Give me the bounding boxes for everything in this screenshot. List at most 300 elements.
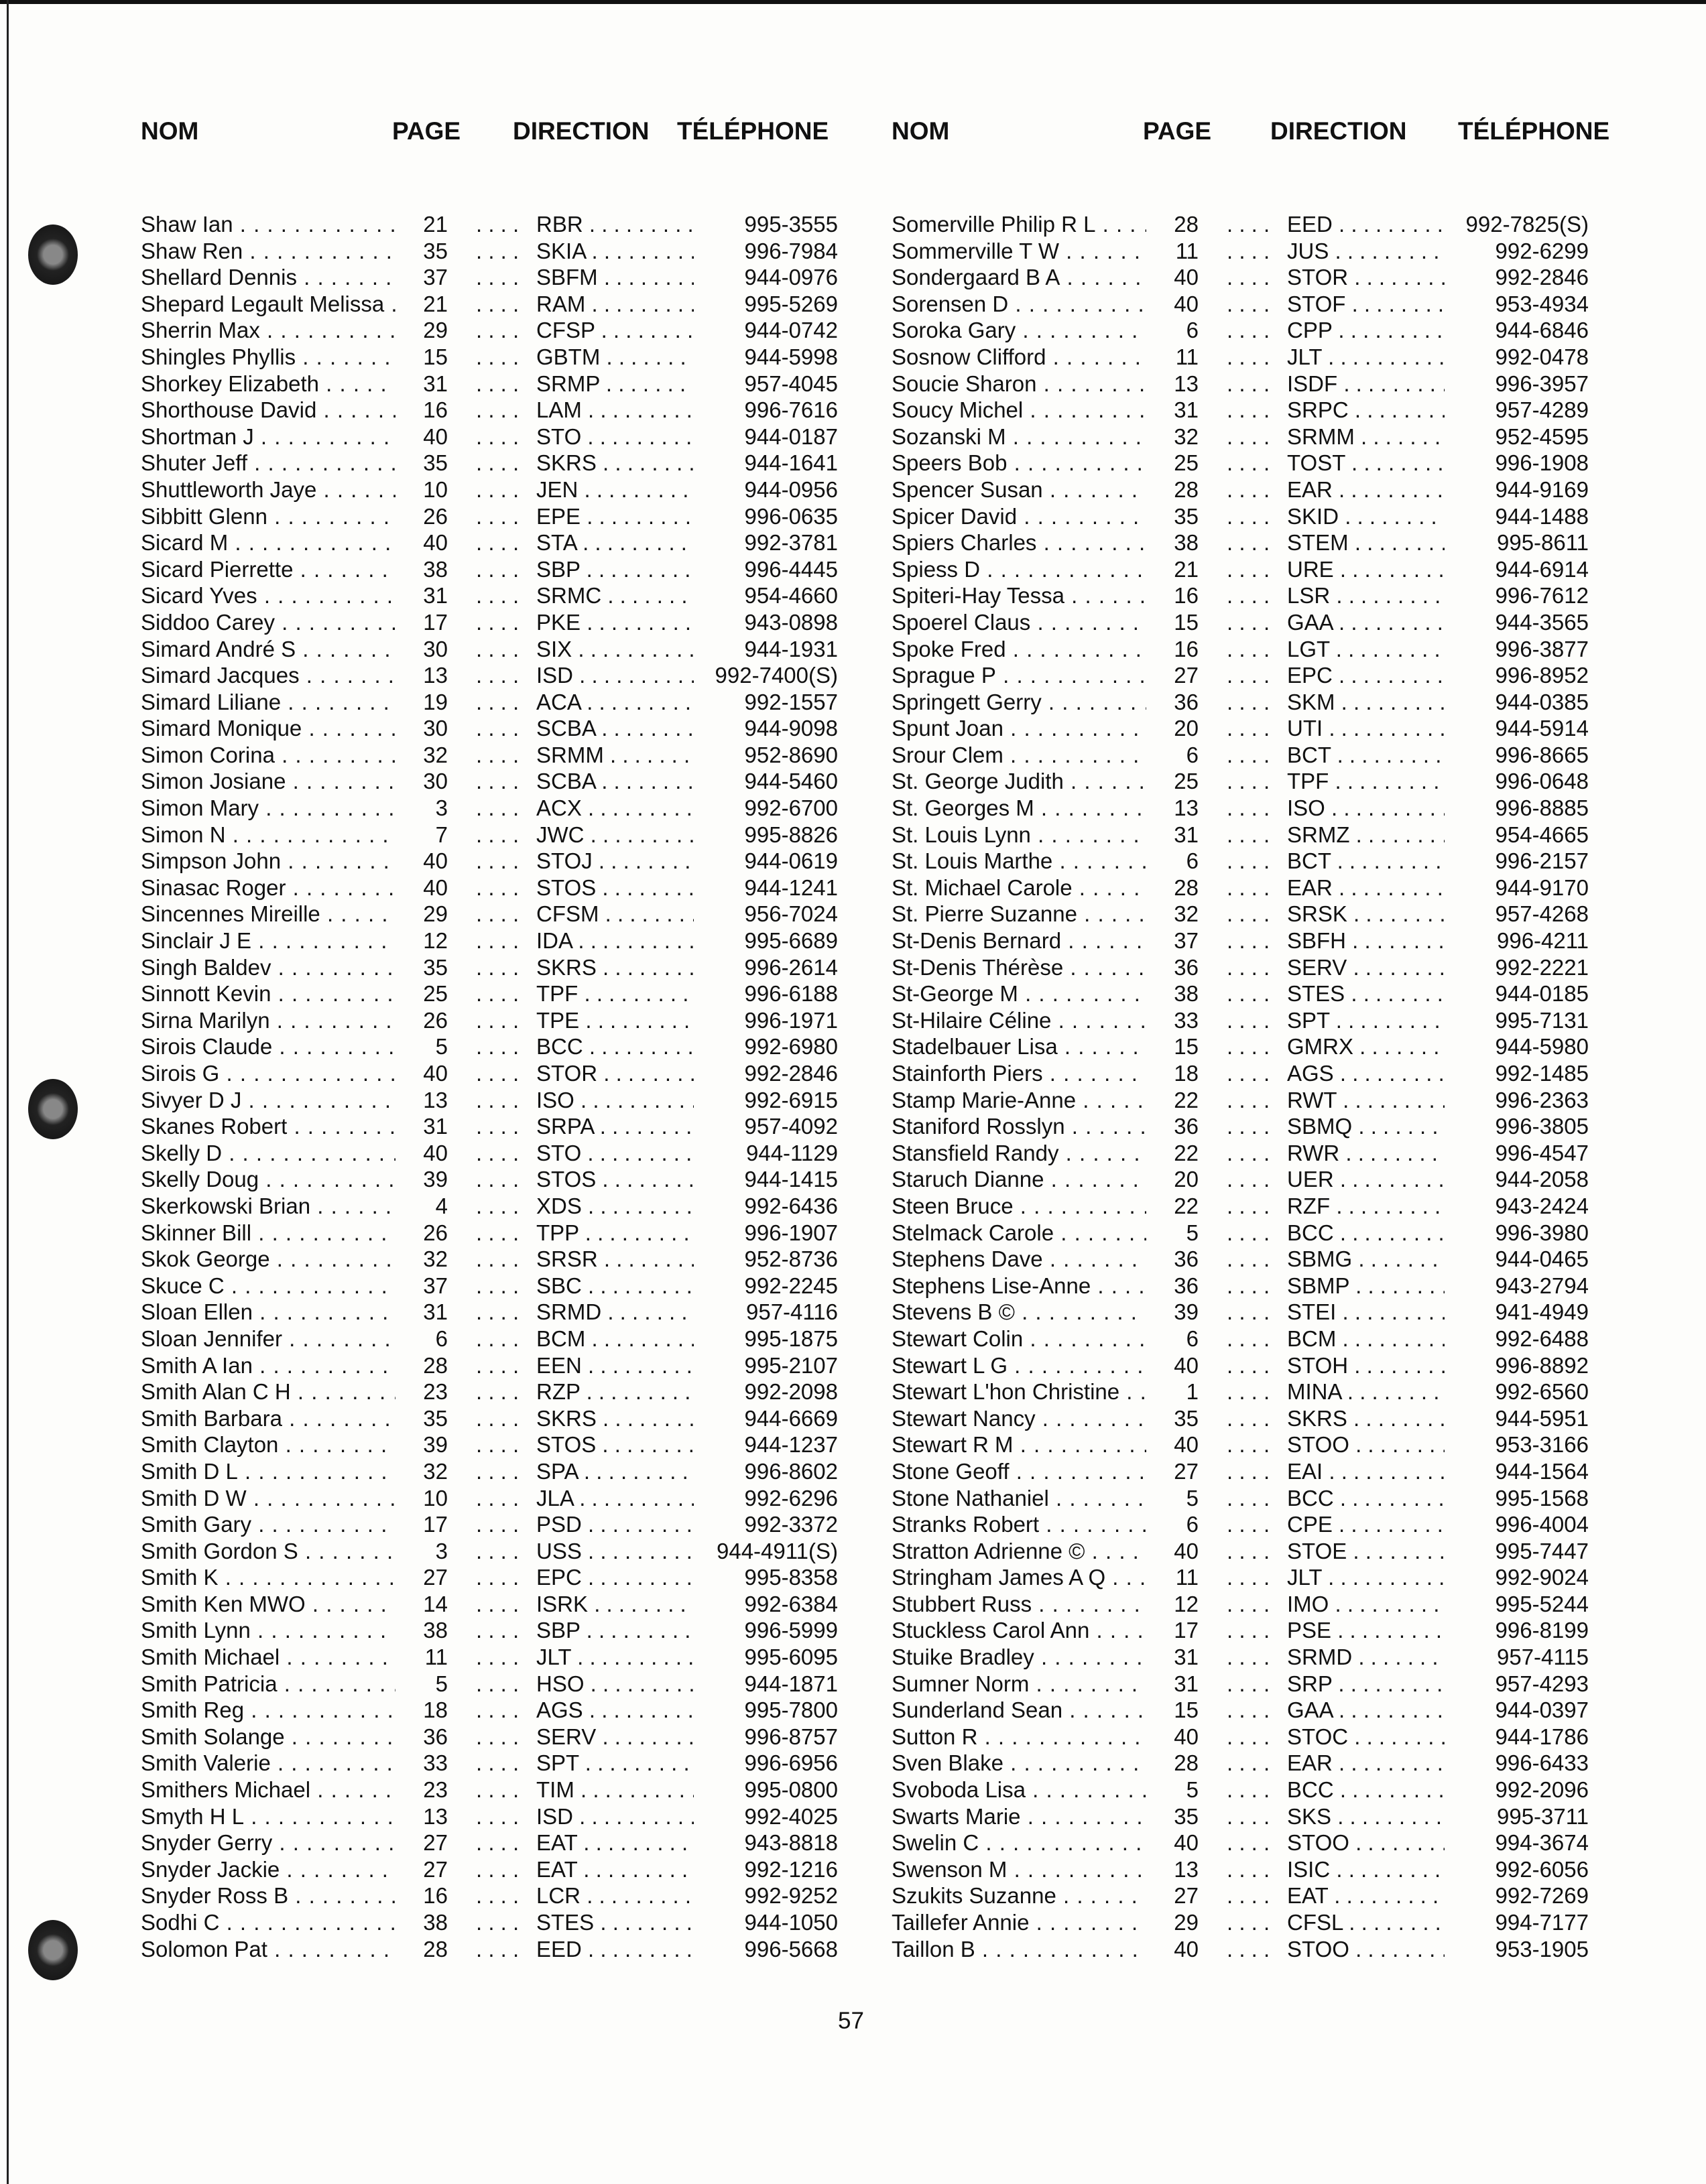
entry-leader: . . . . <box>476 1830 520 1856</box>
entry-telephone: 944-9169 <box>1491 476 1589 503</box>
table-row <box>892 609 1656 636</box>
entry-leader: . . . . <box>1227 1140 1270 1165</box>
entry-name: Stranks Robert . . . <box>892 1511 1160 1538</box>
entry-page: 6 <box>1146 1511 1199 1538</box>
entry-page: 30 <box>395 768 448 795</box>
entry-page: 40 <box>395 848 448 875</box>
entry-leader: . . . . <box>1227 795 1270 821</box>
entry-direction: SRMC . . . <box>536 582 694 609</box>
entry-leader: . . . . <box>1227 1246 1270 1272</box>
entry-page: 4 <box>395 1193 448 1220</box>
entry-page: 35 <box>395 954 448 981</box>
entry-direction: JUS . . . <box>1287 238 1445 265</box>
table-row <box>892 529 1656 556</box>
entry-telephone: 992-6980 <box>741 1033 838 1060</box>
entry-page: 31 <box>1146 397 1199 424</box>
table-row <box>892 795 1656 822</box>
entry-direction: LGT . . . <box>1287 636 1445 663</box>
entry-leader: . . . . <box>476 981 520 1007</box>
entry-page: 26 <box>395 1007 448 1034</box>
entry-telephone: 957-4268 <box>1491 901 1589 927</box>
entry-page: 25 <box>1146 768 1199 795</box>
table-row <box>892 822 1656 848</box>
entry-direction: SRMP . . . <box>536 371 694 397</box>
entry-name: St-George M . . . <box>892 980 1160 1007</box>
entry-telephone: 995-2107 <box>741 1352 838 1379</box>
entry-direction: SCBA . . . <box>536 715 694 742</box>
table-row <box>892 317 1656 344</box>
entry-name: Spiers Charles . . . <box>892 529 1160 556</box>
entry-telephone: 996-7612 <box>1491 582 1589 609</box>
entry-leader: . . . . <box>476 1618 520 1643</box>
table-row <box>141 1140 905 1167</box>
entry-name: Sicard M . . . <box>141 529 409 556</box>
table-row <box>892 211 1656 238</box>
entry-telephone: 944-1931 <box>741 636 838 663</box>
table-row <box>141 556 905 583</box>
table-row <box>141 1246 905 1273</box>
entry-direction: GAA . . . <box>1287 1697 1445 1724</box>
entry-leader: . . . . <box>476 636 520 661</box>
table-row <box>141 954 905 981</box>
entry-direction: EAI . . . <box>1287 1458 1445 1485</box>
entry-page: 36 <box>1146 1113 1199 1140</box>
entry-direction: TIM . . . <box>536 1777 694 1803</box>
entry-direction: ISIC . . . <box>1287 1856 1445 1883</box>
entry-direction: IMO . . . <box>1287 1591 1445 1618</box>
entry-page: 29 <box>1146 1909 1199 1936</box>
entry-direction: RZP . . . <box>536 1378 694 1405</box>
entry-leader: . . . . <box>476 238 520 263</box>
entry-leader: . . . . <box>1227 371 1270 396</box>
entry-direction: SPT . . . <box>536 1750 694 1777</box>
entry-leader: . . . . <box>476 848 520 874</box>
entry-leader: . . . . <box>476 689 520 714</box>
entry-leader: . . . . <box>1227 1697 1270 1723</box>
entry-telephone: 957-4289 <box>1491 397 1589 424</box>
entry-direction: SCBA . . . <box>536 768 694 795</box>
table-row <box>892 927 1656 954</box>
entry-page: 20 <box>1146 715 1199 742</box>
entry-leader: . . . . <box>476 476 520 502</box>
entry-leader: . . . . <box>1227 291 1270 316</box>
top-border <box>0 0 1706 4</box>
entry-name: Stephens Lise-Anne . . . <box>892 1273 1160 1299</box>
entry-leader: . . . . <box>1227 318 1270 343</box>
entry-name: Smith A Ian . . . <box>141 1352 409 1379</box>
entry-page: 13 <box>1146 1856 1199 1883</box>
table-row <box>892 768 1656 795</box>
entry-name: Stamp Marie-Anne . . . <box>892 1087 1160 1114</box>
table-row <box>892 397 1656 424</box>
entry-leader: . . . . <box>476 1379 520 1405</box>
entry-name: Spencer Susan . . . <box>892 476 1160 503</box>
entry-telephone: 944-5914 <box>1491 715 1589 742</box>
entry-name: Skerkowski Brian . . . <box>141 1193 409 1220</box>
table-row <box>141 1909 905 1936</box>
table-row <box>892 980 1656 1007</box>
entry-direction: BCT . . . <box>1287 742 1445 769</box>
entry-page: 30 <box>395 636 448 663</box>
entry-name: Stubbert Russ . . . <box>892 1591 1160 1618</box>
entry-page: 32 <box>1146 424 1199 450</box>
table-row <box>141 1564 905 1591</box>
entry-name: Smith Gary . . . <box>141 1511 409 1538</box>
entry-name: St-Denis Bernard . . . <box>892 927 1160 954</box>
entry-direction: HSO . . . <box>536 1671 694 1697</box>
table-row <box>892 1511 1656 1538</box>
entry-telephone: 944-1564 <box>1491 1458 1589 1485</box>
entry-direction: STOO . . . <box>1287 1431 1445 1458</box>
table-row <box>141 875 905 901</box>
entry-leader: . . . . <box>1227 663 1270 688</box>
entry-name: Stansfield Randy . . . <box>892 1140 1160 1167</box>
entry-direction: EAT . . . <box>536 1856 694 1883</box>
table-row <box>892 1882 1656 1909</box>
entry-leader: . . . . <box>1227 716 1270 741</box>
entry-telephone: 944-0385 <box>1491 689 1589 716</box>
table-row <box>892 715 1656 742</box>
entry-telephone: 996-8892 <box>1491 1352 1589 1379</box>
table-row <box>892 662 1656 689</box>
entry-page: 25 <box>395 980 448 1007</box>
entry-page: 40 <box>1146 1352 1199 1379</box>
entry-name: Staniford Rosslyn . . . <box>892 1113 1160 1140</box>
entry-leader: . . . . <box>1227 1565 1270 1590</box>
entry-name: Simon Corina . . . <box>141 742 409 769</box>
entry-direction: EPE . . . <box>536 503 694 530</box>
entry-leader: . . . . <box>1227 397 1270 423</box>
entry-direction: LCR . . . <box>536 1882 694 1909</box>
entry-leader: . . . . <box>1227 981 1270 1007</box>
entry-direction: CFSM . . . <box>536 901 694 927</box>
table-row <box>141 1538 905 1565</box>
entry-telephone: 957-4116 <box>742 1299 838 1326</box>
entry-telephone: 944-1241 <box>741 875 838 901</box>
entry-telephone: 995-6689 <box>741 927 838 954</box>
table-row <box>892 1060 1656 1087</box>
entry-telephone: 996-7616 <box>741 397 838 424</box>
table-row <box>141 1511 905 1538</box>
table-row <box>892 1140 1656 1167</box>
entry-leader: . . . . <box>1227 901 1270 927</box>
entry-direction: EAR . . . <box>1287 476 1445 503</box>
entry-leader: . . . . <box>1227 1007 1270 1033</box>
entry-name: Shaw Ren . . . <box>141 238 409 265</box>
entry-direction: JLT . . . <box>536 1644 694 1671</box>
entry-telephone: 992-6384 <box>741 1591 838 1618</box>
entry-telephone: 996-8952 <box>1491 662 1589 689</box>
table-row <box>892 1750 1656 1777</box>
entry-leader: . . . . <box>476 901 520 927</box>
table-row <box>892 1856 1656 1883</box>
entry-name: Smyth H L . . . <box>141 1803 409 1830</box>
entry-leader: . . . . <box>476 1803 520 1829</box>
entry-page: 38 <box>1146 980 1199 1007</box>
entry-name: Simon Mary . . . <box>141 795 409 822</box>
table-row <box>892 556 1656 583</box>
entry-name: Sinasac Roger . . . <box>141 875 409 901</box>
entry-page: 40 <box>1146 291 1199 318</box>
entry-telephone: 941-4949 <box>1491 1299 1589 1326</box>
entry-direction: EAR . . . <box>1287 1750 1445 1777</box>
entry-name: Stewart L G . . . <box>892 1352 1160 1379</box>
entry-page: 5 <box>1146 1220 1199 1246</box>
table-row <box>892 582 1656 609</box>
header-page: PAGE <box>1143 117 1212 145</box>
entry-page: 21 <box>1146 556 1199 583</box>
entry-leader: . . . . <box>476 503 520 529</box>
entry-telephone: 996-3877 <box>1491 636 1589 663</box>
entry-direction: STOS . . . <box>536 1166 694 1193</box>
entry-telephone: 944-1871 <box>741 1671 838 1697</box>
entry-leader: . . . . <box>1227 1087 1270 1112</box>
table-row <box>141 1697 905 1724</box>
entry-name: Skelly Doug . . . <box>141 1166 409 1193</box>
entry-page: 32 <box>395 1458 448 1485</box>
entry-page: 40 <box>395 1060 448 1087</box>
entry-page: 36 <box>1146 1246 1199 1273</box>
entry-name: Szukits Suzanne . . . <box>892 1882 1160 1909</box>
table-row <box>141 1220 905 1246</box>
table-row <box>141 344 905 371</box>
entry-telephone: 992-6436 <box>741 1193 838 1220</box>
entry-telephone: 996-3957 <box>1491 371 1589 397</box>
table-row <box>892 1220 1656 1246</box>
entry-name: Smith Ken MWO . . . <box>141 1591 409 1618</box>
entry-telephone: 944-1641 <box>741 450 838 476</box>
entry-page: 40 <box>1146 1829 1199 1856</box>
table-row <box>892 1007 1656 1034</box>
entry-direction: CPP . . . <box>1287 317 1445 344</box>
table-row <box>141 901 905 927</box>
entry-telephone: 992-3781 <box>741 529 838 556</box>
entry-leader: . . . . <box>1227 1910 1270 1935</box>
table-row <box>141 1882 905 1909</box>
entry-leader: . . . . <box>476 1352 520 1378</box>
entry-name: Soroka Gary . . . <box>892 317 1160 344</box>
entry-page: 6 <box>395 1326 448 1352</box>
entry-name: Spicer David . . . <box>892 503 1160 530</box>
entry-telephone: 992-0478 <box>1491 344 1589 371</box>
page-number: 57 <box>838 2008 864 2034</box>
entry-direction: ISO . . . <box>536 1087 694 1114</box>
entry-leader: . . . . <box>1227 1618 1270 1643</box>
entry-page: 7 <box>395 822 448 848</box>
entry-name: Spunt Joan . . . <box>892 715 1160 742</box>
entry-direction: TOST . . . <box>1287 450 1445 476</box>
entry-page: 36 <box>1146 954 1199 981</box>
entry-page: 22 <box>1146 1140 1199 1167</box>
entry-leader: . . . . <box>476 424 520 449</box>
entry-telephone: 995-8611 <box>1493 529 1589 556</box>
entry-page: 35 <box>395 450 448 476</box>
entry-direction: SBMG . . . <box>1287 1246 1445 1273</box>
table-row <box>892 1591 1656 1618</box>
entry-page: 16 <box>395 397 448 424</box>
entry-page: 17 <box>395 1511 448 1538</box>
entry-telephone: 996-2157 <box>1491 848 1589 875</box>
entry-telephone: 994-3674 <box>1491 1829 1589 1856</box>
entry-page: 40 <box>1146 1936 1199 1963</box>
entry-leader: . . . . <box>476 1910 520 1935</box>
entry-page: 13 <box>1146 371 1199 397</box>
entry-direction: EPC . . . <box>1287 662 1445 689</box>
entry-page: 23 <box>395 1378 448 1405</box>
entry-leader: . . . . <box>1227 742 1270 767</box>
entry-leader: . . . . <box>476 1591 520 1616</box>
entry-leader: . . . . <box>476 1432 520 1458</box>
entry-direction: UER . . . <box>1287 1166 1445 1193</box>
entry-telephone: 996-8757 <box>741 1724 838 1750</box>
entry-name: Sven Blake . . . <box>892 1750 1160 1777</box>
table-row <box>892 424 1656 450</box>
entry-page: 29 <box>395 317 448 344</box>
table-row <box>892 264 1656 291</box>
table-row <box>141 1591 905 1618</box>
table-row <box>141 1750 905 1777</box>
entry-direction: STOC . . . <box>1287 1724 1445 1750</box>
entry-name: Sinnott Kevin . . . <box>141 980 409 1007</box>
entry-leader: . . . . <box>476 265 520 290</box>
table-row <box>141 424 905 450</box>
entry-leader: . . . . <box>1227 1273 1270 1298</box>
entry-name: Steen Bruce . . . <box>892 1193 1160 1220</box>
entry-leader: . . . . <box>476 344 520 369</box>
entry-telephone: 996-6956 <box>741 1750 838 1777</box>
entry-name: Skinner Bill . . . <box>141 1220 409 1246</box>
entry-telephone: 944-1415 <box>741 1166 838 1193</box>
entry-name: Snyder Jackie . . . <box>141 1856 409 1883</box>
table-row <box>141 291 905 318</box>
entry-telephone: 944-0185 <box>1491 980 1589 1007</box>
entry-direction: BCC . . . <box>1287 1220 1445 1246</box>
entry-direction: STOR . . . <box>536 1060 694 1087</box>
entry-name: Stelmack Carole . . . <box>892 1220 1160 1246</box>
entry-telephone: 996-8885 <box>1491 795 1589 822</box>
entry-name: Snyder Gerry . . . <box>141 1829 409 1856</box>
entry-name: Somerville Philip R L . . . <box>892 211 1160 238</box>
entry-leader: . . . . <box>1227 1591 1270 1616</box>
entry-leader: . . . . <box>476 716 520 741</box>
entry-telephone: 944-0465 <box>1491 1246 1589 1273</box>
entry-direction: SKRS . . . <box>536 1405 694 1432</box>
entry-name: Shuttleworth Jaye . . . <box>141 476 409 503</box>
table-row <box>141 636 905 663</box>
entry-page: 32 <box>395 1246 448 1273</box>
entry-telephone: 992-6700 <box>741 795 838 822</box>
entry-name: Sherrin Max . . . <box>141 317 409 344</box>
entry-telephone: 944-5460 <box>741 768 838 795</box>
entry-name: Shorthouse David . . . <box>141 397 409 424</box>
entry-direction: ACA . . . <box>536 689 694 716</box>
entry-name: Stone Geoff . . . <box>892 1458 1160 1485</box>
entry-page: 31 <box>395 582 448 609</box>
table-row <box>141 927 905 954</box>
entry-leader: . . . . <box>476 1007 520 1033</box>
entry-name: Stone Nathaniel . . . <box>892 1485 1160 1512</box>
entry-direction: SKRS . . . <box>536 954 694 981</box>
entry-page: 15 <box>1146 1033 1199 1060</box>
entry-leader: . . . . <box>1227 1352 1270 1378</box>
entry-name: Sorensen D . . . <box>892 291 1160 318</box>
table-row <box>892 1273 1656 1299</box>
entry-page: 13 <box>395 1087 448 1114</box>
entry-page: 10 <box>395 476 448 503</box>
entry-page: 39 <box>1146 1299 1199 1326</box>
entry-direction: SBMP . . . <box>1287 1273 1445 1299</box>
entry-telephone: 996-8602 <box>741 1458 838 1485</box>
entry-telephone: 944-1488 <box>1491 503 1589 530</box>
binder-hole-top <box>28 224 78 285</box>
entry-direction: UTI . . . <box>1287 715 1445 742</box>
entry-direction: RBR . . . <box>536 211 694 238</box>
entry-direction: STES . . . <box>536 1909 694 1936</box>
table-row <box>141 1644 905 1671</box>
entry-leader: . . . . <box>476 450 520 476</box>
entry-page: 36 <box>1146 689 1199 716</box>
entry-leader: . . . . <box>1227 848 1270 874</box>
table-row <box>892 1405 1656 1432</box>
entry-direction: SKID . . . <box>1287 503 1445 530</box>
entry-name: Skelly D . . . <box>141 1140 409 1167</box>
entry-direction: URE . . . <box>1287 556 1445 583</box>
entry-direction: STEM . . . <box>1287 529 1445 556</box>
entry-telephone: 944-1237 <box>741 1431 838 1458</box>
entry-name: Spiess D . . . <box>892 556 1160 583</box>
entry-leader: . . . . <box>476 530 520 556</box>
entry-leader: . . . . <box>1227 1379 1270 1405</box>
entry-direction: SKM . . . <box>1287 689 1445 716</box>
entry-telephone: 996-4004 <box>1491 1511 1589 1538</box>
table-row <box>892 238 1656 265</box>
entry-direction: RAM . . . <box>536 291 694 318</box>
entry-leader: . . . . <box>1227 1432 1270 1458</box>
entry-direction: SRMD . . . <box>1287 1644 1445 1671</box>
entry-telephone: 996-4547 <box>1491 1140 1589 1167</box>
entry-leader: . . . . <box>1227 1856 1270 1882</box>
entry-name: Staruch Dianne . . . <box>892 1166 1160 1193</box>
entry-telephone: 996-2363 <box>1491 1087 1589 1114</box>
entry-direction: EAT . . . <box>536 1829 694 1856</box>
entry-telephone: 995-8826 <box>741 822 838 848</box>
entry-leader: . . . . <box>1227 424 1270 449</box>
table-row <box>141 371 905 397</box>
table-row <box>141 768 905 795</box>
entry-leader: . . . . <box>476 1140 520 1165</box>
entry-direction: IDA . . . <box>536 927 694 954</box>
table-row <box>141 1431 905 1458</box>
entry-page: 15 <box>1146 609 1199 636</box>
entry-name: St. Louis Lynn . . . <box>892 822 1160 848</box>
entry-leader: . . . . <box>1227 1512 1270 1537</box>
entry-telephone: 996-8199 <box>1491 1617 1589 1644</box>
entry-page: 28 <box>1146 875 1199 901</box>
entry-page: 35 <box>1146 503 1199 530</box>
entry-page: 15 <box>395 344 448 371</box>
entry-direction: SIX . . . <box>536 636 694 663</box>
entry-direction: SBP . . . <box>536 556 694 583</box>
entry-direction: SKRS . . . <box>536 450 694 476</box>
entry-direction: SRMM . . . <box>1287 424 1445 450</box>
entry-direction: EED . . . <box>1287 211 1445 238</box>
entry-direction: JLT . . . <box>1287 1564 1445 1591</box>
entry-name: Stewart Colin . . . <box>892 1326 1160 1352</box>
table-row <box>892 1166 1656 1193</box>
entry-leader: . . . . <box>476 1697 520 1723</box>
entry-leader: . . . . <box>476 1777 520 1803</box>
entry-page: 6 <box>1146 1326 1199 1352</box>
